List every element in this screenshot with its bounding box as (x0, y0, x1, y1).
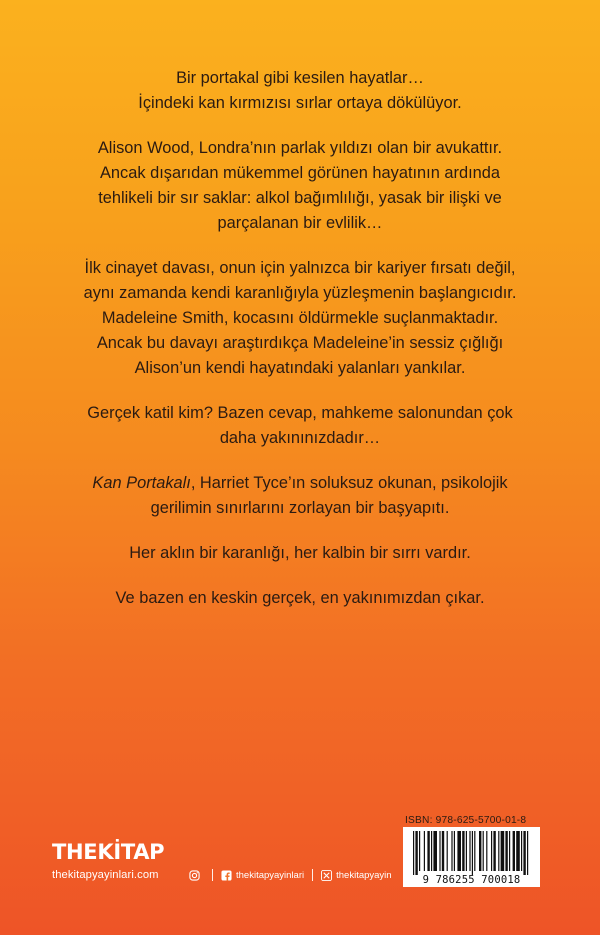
facebook-handle[interactable]: thekitapyayinlari (236, 869, 305, 881)
barcode-digits: 9 786255 700018 (422, 874, 521, 886)
blurb-paragraph-2 (60, 136, 540, 236)
barcode-bar (491, 831, 492, 871)
barcode-bar (505, 831, 507, 871)
blurb-line: Alison Wood, Londra’nın parlak yıldızı olan bir avukattır. (97, 139, 503, 157)
facebook-icon[interactable] (221, 870, 232, 881)
blurb-line: Her aklın bir karanlığı, her kalbin bir sırrı vardır. (129, 544, 471, 562)
blurb-paragraph-5 (60, 471, 540, 521)
blurb-line: Gerçek katil kim? Bazen cevap, mahkeme salonundan çok (87, 404, 513, 422)
footer (0, 800, 600, 935)
isbn-label: ISBN: 978-625-5700-01-8 (405, 815, 527, 826)
barcode-bar (469, 831, 470, 871)
barcode-bar (493, 831, 495, 871)
barcode-bar (415, 831, 417, 875)
blurb-line: daha yakınınızdadır… (219, 429, 381, 447)
barcode-bar (447, 831, 448, 871)
blurb-paragraph-7 (60, 586, 540, 611)
blurb-line (60, 471, 540, 496)
blurb-line: tehlikeli bir sır saklar: alkol bağımlılığı, yasak bir ilişki ve (98, 189, 502, 207)
barcode-bar (521, 831, 522, 871)
blurb-line: Ve bazen en keskin gerçek, en yakınımızdan çıkar. (115, 589, 485, 607)
blurb-line: Alison’un kendi hayatındaki yalanları yankılar. (134, 359, 466, 377)
barcode-bar (509, 831, 510, 871)
barcode-bar (424, 831, 425, 871)
blurb-line: Ancak bu davayı araştırdıkça Madeleine’in sessiz çığlığı (96, 334, 504, 352)
blurb-text (0, 66, 600, 631)
publisher-website[interactable]: thekitapyayinlari.com (52, 869, 159, 881)
divider (212, 869, 213, 881)
barcode-bar (498, 831, 499, 871)
barcode-bar (523, 831, 525, 875)
barcode (403, 827, 540, 887)
blurb-line: İlk cinayet davası, onun için yalnızca bir kariyer fırsatı değil, (84, 259, 516, 277)
barcode-bar (439, 831, 440, 871)
book-title: Kan Portakalı (92, 474, 191, 492)
barcode-bar (451, 831, 452, 871)
barcode-bar (431, 831, 432, 871)
publisher-logo: THEKİTAP (52, 840, 165, 864)
barcode-bar (474, 831, 475, 871)
barcode-bar (527, 831, 528, 875)
instagram-icon[interactable] (189, 870, 200, 881)
blurb-line: Bir portakal gibi kesilen hayatlar… (176, 69, 424, 87)
barcode-bar (466, 831, 467, 871)
blurb-paragraph-6 (60, 541, 540, 566)
x-handle[interactable]: thekitapyayin (336, 869, 392, 881)
blurb-paragraph-4 (60, 401, 540, 451)
barcode-bar (413, 831, 414, 875)
blurb-line-rest: , Harriet Tyce’ın soluksuz okunan, psikolojik (190, 474, 508, 492)
barcode-bar (513, 831, 515, 871)
social-links (189, 869, 392, 881)
barcode-bar (427, 831, 429, 871)
barcode-bar (462, 831, 464, 871)
blurb-paragraph-1 (60, 66, 540, 116)
barcode-bar (486, 831, 487, 871)
blurb-line: aynı zamanda kendi karanlığıyla yüzleşmenin başlangıcıdır. (83, 284, 517, 302)
barcode-bar (472, 831, 473, 875)
barcode-bar (483, 831, 484, 871)
blurb-paragraph-3 (60, 256, 540, 381)
barcode-bar (419, 831, 420, 871)
barcode-bars (403, 827, 540, 875)
divider (312, 869, 313, 881)
barcode-bar (479, 831, 481, 871)
barcode-bar (516, 831, 520, 871)
blurb-line: gerilimin sınırlarını zorlayan bir başyapıtı. (150, 499, 450, 517)
barcode-bar (454, 831, 455, 871)
blurb-line: Madeleine Smith, kocasını öldürmekle suçlanmaktadır. (101, 309, 499, 327)
barcode-bar (501, 831, 505, 871)
barcode-bar (457, 831, 461, 871)
blurb-line: parçalanan bir evlilik… (217, 214, 383, 232)
x-icon[interactable] (321, 870, 332, 881)
blurb-line: İçindeki kan kırmızısı sırlar ortaya dökülüyor. (138, 94, 462, 112)
barcode-bar (433, 831, 437, 871)
barcode-bar (442, 831, 444, 871)
blurb-line: Ancak dışarıdan mükemmel görünen hayatının ardında (100, 164, 500, 182)
